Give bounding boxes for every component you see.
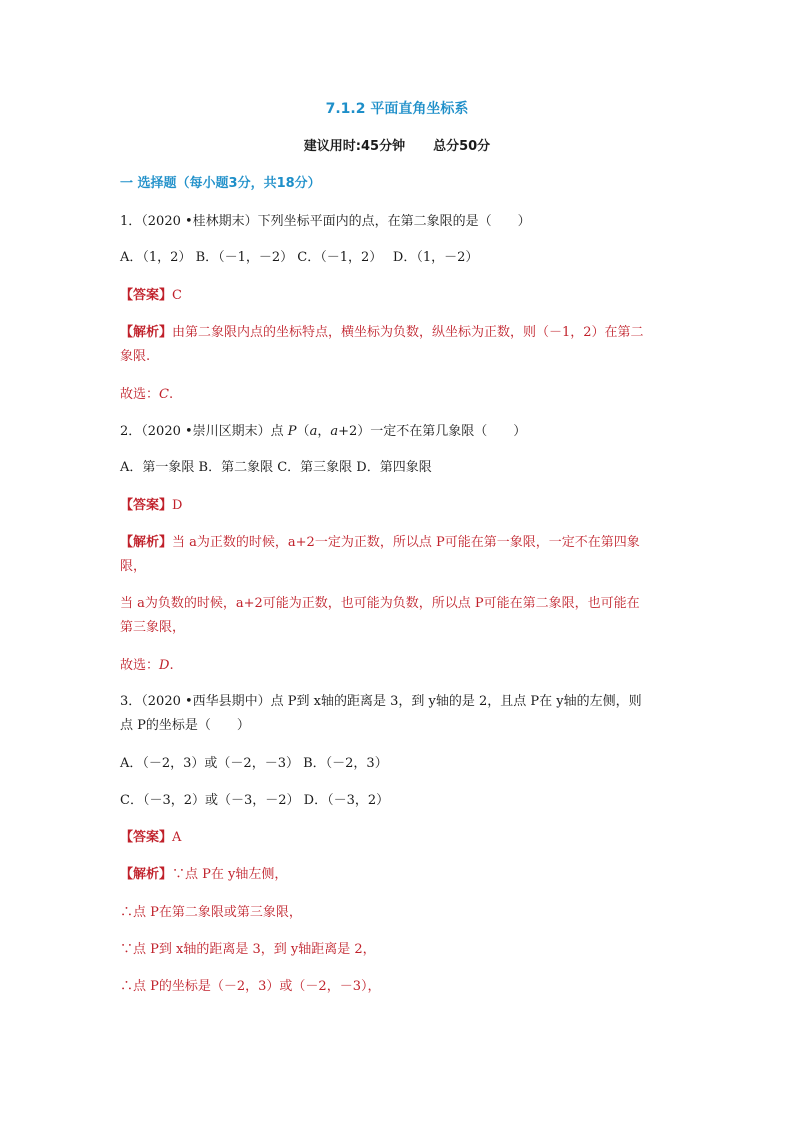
question-2-stem: 2．（2020 •崇川区期末）点 P（a，a+2）一定不在第几象限（ ） [120, 424, 527, 439]
question-1-analysis-line-2: 象限. [120, 349, 151, 364]
question-1-options: A．（1，2） B．（－1，－2） C．（－1，2） D．（1，－2） [120, 250, 479, 265]
question-3-analysis-line-2: ∴点 P在第二象限或第三象限， [120, 905, 302, 920]
question-1-conclusion: 故选：C. [120, 387, 174, 402]
answer-label: 【答案】 [120, 830, 173, 845]
question-2-answer [120, 494, 680, 517]
question-3-answer [120, 826, 680, 849]
document-subtitle [0, 135, 794, 158]
answer-label: 【答案】 [120, 498, 173, 513]
document-title: 7.1.2 平面直角坐标系 [325, 101, 469, 117]
question-3-options-line-1: A．（－2，3）或（－2，－3） B．（－2，3） [120, 756, 388, 771]
question-1-analysis-line-1: 【解析】由第二象限内点的坐标特点，横坐标为负数，纵坐标为正数，则（－1，2）在第二 [120, 325, 644, 340]
analysis-label: 【解析】 [120, 325, 173, 340]
question-3-analysis-line-1: 【解析】∵点 P在 y轴左侧， [120, 867, 288, 882]
question-3-analysis-line-3: ∵点 P到 x轴的距离是 3，到 y轴距离是 2， [120, 942, 376, 957]
question-1-answer [120, 284, 680, 307]
question-1-stem: 1．（2020 •桂林期末）下列坐标平面内的点，在第二象限的是（ ） [120, 214, 531, 229]
answer-label: 【答案】 [120, 288, 173, 303]
answer-value: C [172, 288, 182, 303]
question-2-analysis-line-3: 当 a为负数的时候，a+2可能为正数，也可能为负数，所以点 P可能在第二象限，也可能在 [120, 596, 640, 611]
section-heading: 一 选择题（每小题3分，共18分） [120, 176, 321, 191]
question-2-options: A．第一象限 B．第二象限 C．第三象限 D．第四象限 [120, 460, 432, 475]
question-2-analysis-line-2: 限， [120, 559, 147, 574]
analysis-label: 【解析】 [120, 867, 173, 882]
answer-value: D [172, 498, 183, 513]
question-2-analysis-line-4: 第三象限， [120, 620, 186, 635]
suggested-time: 建议用时:45分钟 [303, 139, 406, 154]
question-3-stem-line-1: 3．（2020 •西华县期中）点 P到 x轴的距离是 3，到 y轴的是 2，且点 P在 y轴的左侧，则 [120, 694, 642, 709]
question-2-conclusion: 故选：D. [120, 658, 174, 673]
question-3-stem-line-2: 点 P的坐标是（ ） [120, 718, 250, 733]
question-2-analysis-line-1: 【解析】当 a为正数的时候，a+2一定为正数，所以点 P可能在第一象限，一定不在第四象 [120, 535, 640, 550]
answer-value: A [172, 830, 182, 845]
total-score: 总分50分 [433, 139, 491, 154]
analysis-label: 【解析】 [120, 535, 173, 550]
question-3-analysis-line-4: ∴点 P的坐标是（－2，3）或（－2，－3）， [120, 979, 381, 994]
question-3-options-line-2: C．（－3，2）或（－3，－2） D．（－3，2） [120, 793, 390, 808]
